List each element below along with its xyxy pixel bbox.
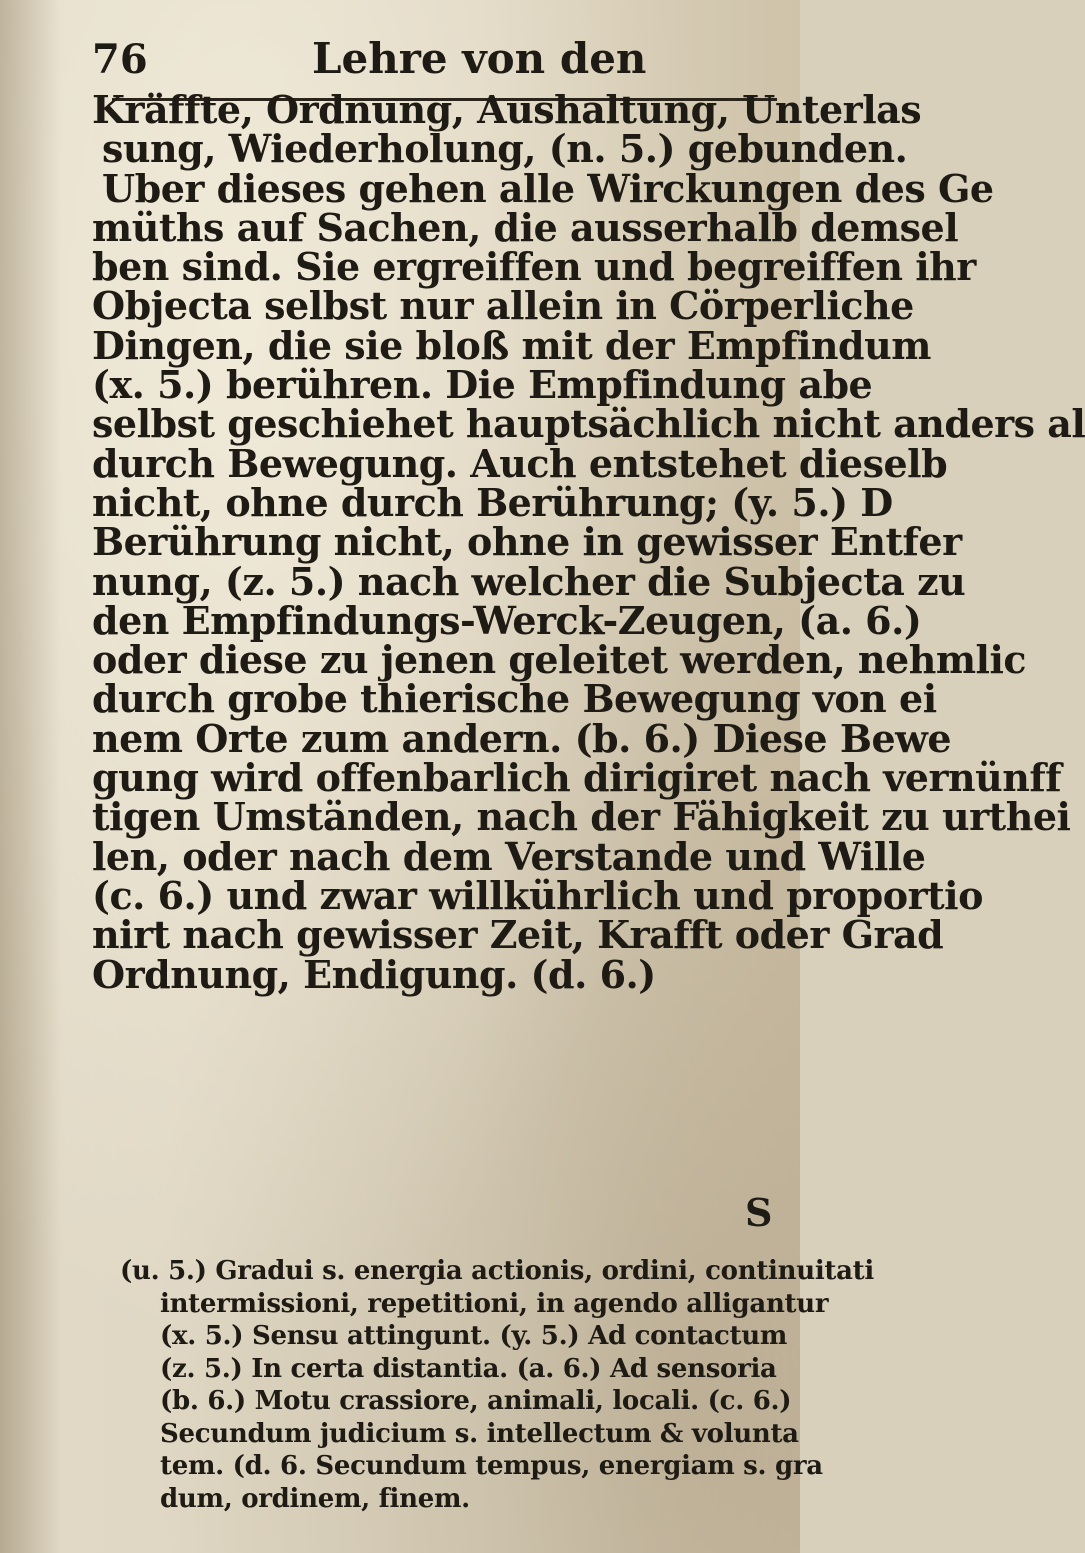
footnote-line: (x. 5.) Sensu attingunt. (y. 5.) Ad contactum xyxy=(160,1321,788,1351)
text-line: nicht, ohne durch Berührung; (y. 5.) D xyxy=(92,479,893,525)
footnote-line: (b. 6.) Motu crassiore, animali, locali. (c. 6.) xyxy=(160,1386,792,1416)
text-line: nung, (z. 5.) nach welcher die Subjecta zu xyxy=(92,558,966,604)
page-header xyxy=(92,28,782,88)
text-line: gung wird offenbarlich dirigiret nach vernünff xyxy=(92,755,1062,801)
text-line: selbst geschiehet hauptsächlich nicht anders al xyxy=(92,401,1085,447)
main-text-block xyxy=(92,87,1085,997)
page-edge-shadow xyxy=(0,0,60,1553)
text-line: (x. 5.) berühren. Die Empfindung abe xyxy=(92,362,873,408)
text-line: ben sind. Sie ergreiffen und begreiffen ihr xyxy=(92,244,976,290)
footnote-line: (u. 5.) Gradui s. energia actionis, ordini, continuitati xyxy=(120,1256,874,1286)
text-line: tigen Umständen, nach der Fähigkeit zu urthei xyxy=(92,794,1071,840)
footnote-line: intermissioni, repetitioni, in agendo alligantur xyxy=(160,1288,829,1319)
text-line: nirt nach gewisser Zeit, Krafft oder Grad xyxy=(92,912,944,958)
text-line: Berührung nicht, ohne in gewisser Entfer xyxy=(92,519,962,565)
footnotes-block xyxy=(120,1255,874,1515)
text-line: Uber dieses gehen alle Wirckungen des Ge xyxy=(102,165,994,211)
text-line: Ordnung, Endigung. (d. 6.) xyxy=(92,951,656,997)
text-line: sung, Wiederholung, (n. 5.) gebunden. xyxy=(102,126,908,172)
footnote-line: dum, ordinem, finem. xyxy=(160,1483,470,1514)
footnote-line: tem. (d. 6. Secundum tempus, energiam s. gra xyxy=(160,1451,823,1481)
text-line: Dingen, die sie bloß mit der Empfindum xyxy=(92,322,931,368)
page-number: 76 xyxy=(92,36,148,83)
text-line: müths auf Sachen, die ausserhalb demsel xyxy=(92,204,959,250)
running-title: Lehre von den xyxy=(312,34,647,83)
text-line: durch grobe thierische Bewegung von ei xyxy=(92,676,937,722)
catchword-text: S xyxy=(745,1190,773,1235)
text-line: nem Orte zum andern. (b. 6.) Diese Bewe xyxy=(92,715,952,761)
text-line: (c. 6.) und zwar willkührlich und proportio xyxy=(92,872,983,918)
text-line: den Empfindungs-Werck-Zeugen, (a. 6.) xyxy=(92,597,922,643)
text-line: len, oder nach dem Verstande und Wille xyxy=(92,833,926,879)
footnote-line: (z. 5.) In certa distantia. (a. 6.) Ad sensoria xyxy=(160,1353,777,1384)
catchword xyxy=(745,1190,791,1235)
text-line: oder diese zu jenen geleitet werden, nehmlic xyxy=(92,637,1027,683)
text-line: Objecta selbst nur allein in Cörperliche xyxy=(92,283,914,329)
footnote-line: Secundum judicium s. intellectum & volunta xyxy=(160,1418,799,1449)
text-line: durch Bewegung. Auch entstehet dieselb xyxy=(92,440,948,486)
text-line: Kräffte, Ordnung, Aushaltung, Unterlas xyxy=(92,87,922,132)
